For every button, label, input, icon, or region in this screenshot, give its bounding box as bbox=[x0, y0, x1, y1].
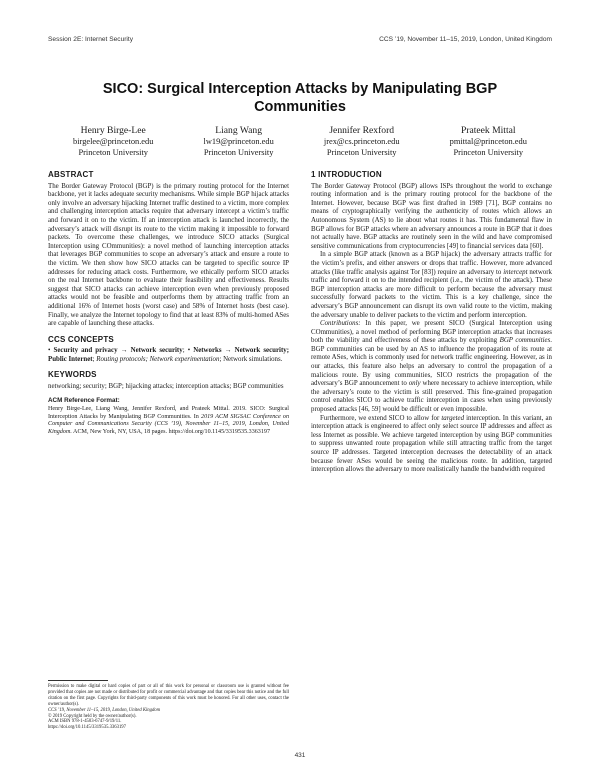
ccs-concepts-heading: CCS CONCEPTS bbox=[48, 334, 114, 344]
intro-paragraph: In a simple BGP attack (known as a BGP hijack) the adversary attracts traffic for the victim’s prefix, and either answers or drops that traffic. However, more advanced attacks (like traffic analysis against Tor [83]) require an adversary to intercept network traffic and forward it on to the intended recipient (i.e., the victim of the attack). These BGP interception attacks are more difficult to perform because the adversary must successfully forward packets to the victim. This is a key challenge, since the adversary’s BGP announcement can disrupt its own valid route to the victim, making the adversary unable to deliver packets to the victim and perform interception. bbox=[311, 251, 552, 319]
footnote-rule bbox=[48, 680, 108, 681]
author bbox=[73, 125, 153, 158]
permission-text: Permission to make digital or hard copies of part or all of this work for personal or classroom use is granted without fee provided that copies are not made or distributed for profit or commercial advantage and that copies bear this notice and the full citation on the first page. Copyrights for third-party components of this work must be honored. For all other uses, contact the owner/author(s). bbox=[48, 684, 289, 707]
intro-heading: 1 INTRODUCTION bbox=[311, 170, 382, 179]
author bbox=[204, 125, 274, 158]
permission-copyright: © 2019 Copyright held by the owner/author(s). bbox=[48, 713, 137, 719]
author-name: Jennifer Rexford bbox=[329, 125, 395, 136]
author-name: Prateek Mittal bbox=[460, 125, 516, 136]
ccs-concepts-text: • Security and privacy → Network security; • Networks → Network security; Public Internet; Routing protocols; Network experimentation; Network simulations. bbox=[48, 347, 290, 363]
left-column bbox=[48, 171, 289, 442]
abstract-heading: ABSTRACT bbox=[48, 170, 94, 179]
keywords-heading: KEYWORDS bbox=[48, 370, 97, 380]
right-column bbox=[311, 171, 552, 475]
author-affiliation: Princeton University bbox=[203, 147, 274, 157]
abstract-text: The Border Gateway Protocol (BGP) is the primary routing protocol for the Internet backbone, yet it lacks adequate security mechanisms. While simple BGP hijack attacks only involve an adversary hijacking Internet traffic destined to a victim, more complex and challenging interception attacks require that adversary intercept a victim’s traffic and forward it on to the victim. If an interception attack is launched incorrectly, the adversary’s attack will disrupt its route to the victim making it impossible to forward packets. To overcome these challenges, we introduce SICO attacks (Surgical Interception using COmmunities): a novel method of launching interception attacks that leverages BGP communities to scope an adversary’s attack and ensure a route to the victim. We then show how SICO attacks can be targeted to specific source IP addresses for reducing attack costs. Furthermore, we ethically perform SICO attacks on the real Internet backbone to evaluate their feasibility and effectiveness. Results suggest that SICO attacks can achieve interception even when previously proposed attacks would not be feasible and outperforms them by attracting traffic from an additional 16% of Internet hosts (worst case) and 58% of Internet hosts (best case). Finally, we analyze the Internet topology to find that at least 83% of multi-homed ASes are capable of launching these attacks. bbox=[48, 182, 289, 328]
author-email: pmittal@princeton.edu bbox=[449, 137, 527, 146]
running-header-right: CCS ’19, November 11–15, 2019, London, United Kingdom bbox=[379, 36, 552, 43]
author-affiliation: Princeton University bbox=[78, 147, 148, 157]
intro-paragraph: Furthermore, we extend SICO to allow for targeted interception. In this variant, an interception attack is engineered to affect only select source IP addresses and affect as less Internet as possible. We achieve targeted interception by using BGP communities to suppress unwanted route propagation while still attracting traffic from the target source IP addresses. Targeted interception decreases the detectability of an attack because fewer ASes would be seeing the malicious route. In addition, targeted interception allows the adversary to more realistically handle the bandwidth required bbox=[311, 414, 552, 474]
reference-format-text: Henry Birge-Lee, Liang Wang, Jennifer Rexford, and Prateek Mittal. 2019. SICO: Surgical Interception Attacks by Manipulating BGP Communities. In 2019 ACM SIGSAC Conference on Computer and Communications Security (CCS ’19), November 11–15, 2019, London, United Kingdom. ACM, New York, NY, USA, 18 pages. https://doi.org/10.1145/3319535.3363197 bbox=[48, 406, 289, 436]
paper-title: SICO: Surgical Interception Attacks by Manipulating BGP Communities bbox=[102, 81, 498, 115]
permission-isbn: ACM ISBN 978-1-4503-6747-9/19/11. bbox=[48, 719, 122, 725]
permission-block bbox=[48, 684, 289, 731]
author-email: lw19@princeton.edu bbox=[203, 137, 274, 146]
permission-doi: https://doi.org/10.1145/3319535.3363197 bbox=[48, 725, 126, 731]
intro-paragraph: The Border Gateway Protocol (BGP) allows ISPs throughout the world to exchange routing information and is the primary routing protocol for the backbone of the Internet. However, because BGP was first drafted in 1989 [71], BGP contains no means of cryptographically verifying the authenticity of routes which allows an Autonomous System (AS) to lie about what routes it has. This fundamental flaw in BGP allows for BGP attacks where an adversary announces a route in BGP that it does not actually have. BGP attacks are routinely seen in the wild and have compromised sensitive communications from cryptocurrencies [49] to financial services data [60]. bbox=[311, 182, 552, 250]
author-affiliation: Princeton University bbox=[326, 147, 397, 157]
reference-format-heading: ACM Reference Format: bbox=[48, 396, 120, 404]
author-name: Liang Wang bbox=[215, 125, 263, 136]
author-email: jrex@cs.princeton.edu bbox=[323, 137, 400, 146]
author-email: birgelee@princeton.edu bbox=[73, 137, 154, 146]
keywords-text: networking; security; BGP; hijacking attacks; interception attacks; BGP communities bbox=[48, 383, 284, 391]
author-affiliation: Princeton University bbox=[453, 147, 524, 157]
author-block bbox=[48, 125, 552, 158]
author bbox=[450, 125, 527, 158]
author bbox=[324, 125, 400, 158]
permission-venue: CCS ’19, November 11–15, 2019, London, United Kingdom bbox=[48, 707, 161, 713]
page-number: 431 bbox=[294, 752, 306, 759]
author-name: Henry Birge-Lee bbox=[80, 125, 146, 136]
running-header-left: Session 2E: Internet Security bbox=[48, 36, 134, 43]
intro-paragraph: Contributions: In this paper, we present SICO (Surgical Interception using COmmunities), a novel method of performing BGP interception attacks that increases both the viability and effectiveness of these attacks by exploiting BGP communities. BGP communities can be used by an AS to influence the propagation of its route at remote ASes, which is commonly used for network traffic engineering. However, as in our attacks, this feature also helps an adversary to control the propagation of a malicious route. By using communities, SICO restricts the propagation of the adversary’s BGP announcement to only where necessary to achieve interception, while the adversary’s route to the victim is still preserved. This fine-grained propagation control enables SICO to achieve traffic interception in cases when using previously proposed attacks [46, 59] would be difficult or even impossible. bbox=[311, 320, 552, 414]
